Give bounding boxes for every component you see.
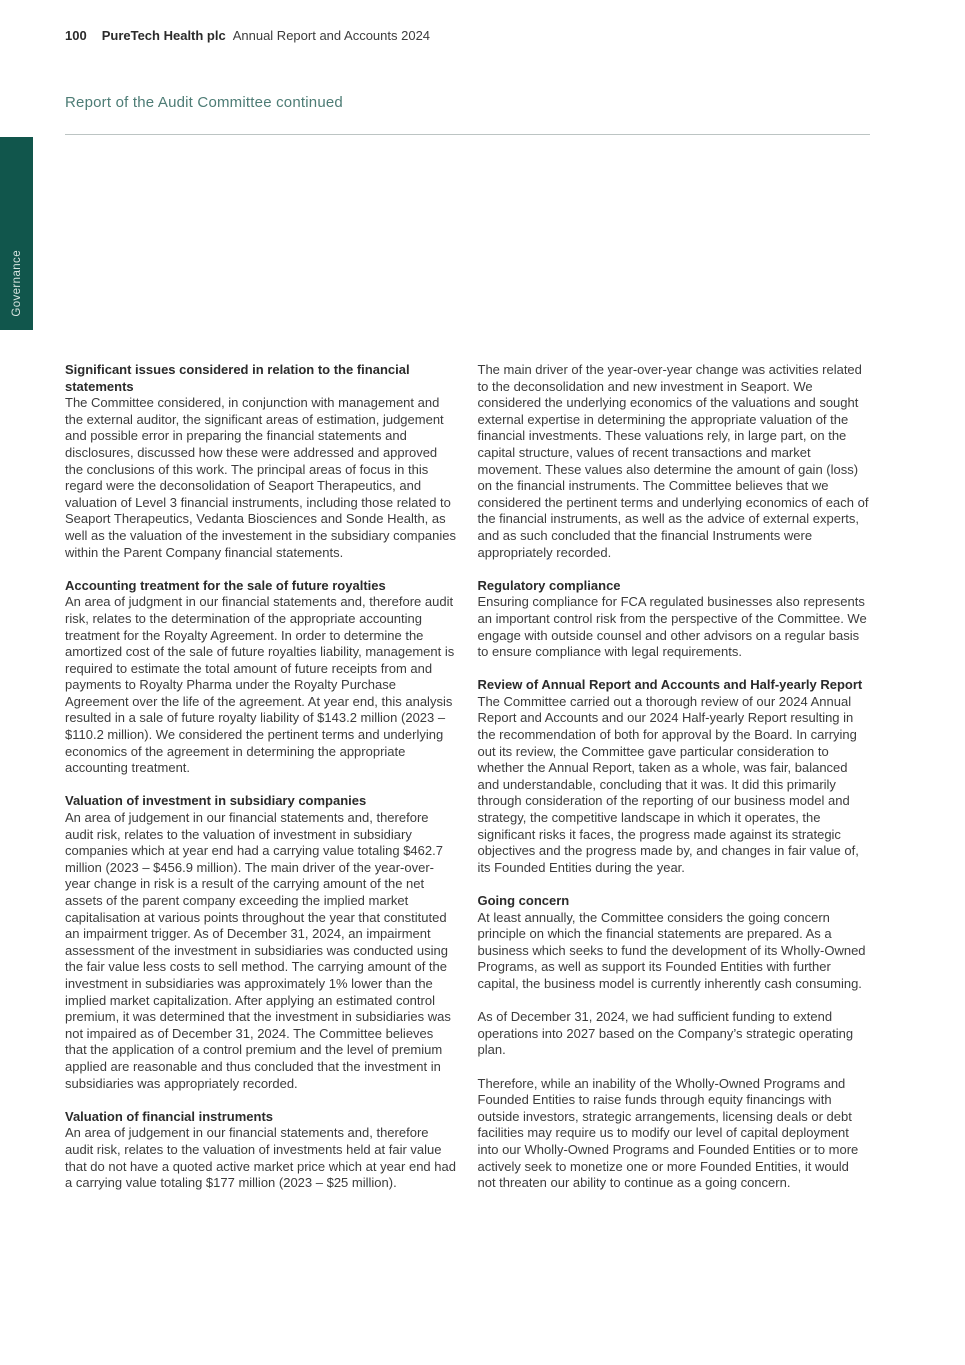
paragraph: As of December 31, 2024, we had sufficient funding to extend operations into 2027 based on the Company’s strategic operating plan.: [477, 1009, 854, 1058]
page-number: 100: [65, 28, 87, 43]
section-going-concern: [478, 893, 871, 1192]
section-valuation-financial-instruments: [65, 1109, 458, 1192]
paragraph: Therefore, while an inability of the Wholly-Owned Programs and Founded Entities to raise funds through equity financings with outside investors, strategic arrangements, licensing deals or debt facilities may require us to modify our level of capital deployment into our Wholly-Owned Programs and Founded Entities or to more actively seek to monetize one or more Founded Entities, it would not threaten our ability to continue as a going concern.: [477, 1075, 859, 1191]
section-financial-instruments-continued: [478, 362, 871, 561]
section-regulatory-compliance: [478, 578, 871, 661]
governance-side-tab: [0, 137, 33, 330]
section-significant-issues: [65, 362, 458, 561]
paragraph: An area of judgement in our financial statements and, therefore audit risk, relates to the valuation of investment in subsidiary companies which at year end had a carrying value totaling $462.7 million (2023 – $456.9 million). The main driver of the year-over-year change in risk is a result of the carrying amount of the net assets of the parent company exceeding the implied market capitalisation at various points throughout the year that constituted an impairment trigger. As of December 31, 2024, an impairment assessment of the investment in subsidiaries was conducted using the fair value less costs to sell method. The carrying amount of the investment in subsidiaries was approximately 1% lower than the implied market capitalization. After applying an estimated control premium, it was determined that the investment in subsidiaries was not impaired as of December 31, 2024. The Committee believes that the application of a control premium and the level of premium applied are reasonable and thus concluded that the investment in subsidiaries was appropriately recorded.: [65, 810, 451, 1091]
section-heading: Regulatory compliance: [477, 577, 621, 593]
content-columns: [65, 362, 870, 1192]
document-header: [65, 28, 430, 44]
paragraph: An area of judgement in our financial statements and, therefore audit risk, relates to the valuation of investments held at fair value that do not have a quoted active market price which at year end had a carrying value totaling $177 million (2023 – $25 million).: [65, 1125, 456, 1191]
section-valuation-subsidiaries: [65, 793, 458, 1092]
section-heading: Valuation of investment in subsidiary companies: [65, 793, 367, 809]
section-heading: Valuation of financial instruments: [65, 1108, 274, 1124]
paragraph: The Committee considered, in conjunction with management and the external auditor, the significant areas of estimation, judgement and possible error in preparing the financial statements and disclosures, discussed how these were addressed and approved the conclusions of this work. The principal areas of focus in this regard were the deconsolidation of Seaport Therapeutics, and valuation of Level 3 financial instruments, including those related to Seaport Therapeutics, Vedanta Biosciences and Sonde Health, as well as the valuation of the investement in the subsidiary companies within the Parent Company financial statements.: [65, 395, 456, 560]
report-title: Annual Report and Accounts 2024: [232, 28, 431, 43]
paragraph: The main driver of the year-over-year change was activities related to the deconsolidation and new investment in Seaport. We considered the underlying economics of the valuations and sought external expertise in determining the appropriate valuation of the financial investments. These valuations rely, in large part, on the capital structure, values of recent transactions and market movement. These values also determine the amount of gain (loss) on the financial instruments. The Committee believes that we considered the pertinent terms and underlying economics of each of the financial instruments, as well as the advice of external experts, and as such concluded that the financial Instruments were appropriately recorded.: [477, 362, 869, 560]
section-review-annual-report: [478, 677, 871, 876]
paragraph: Ensuring compliance for FCA regulated businesses also represents an important control risk from the perspective of the Committee. We engage with outside counsel and other advisors on a regular basis to ensure compliance with legal requirements.: [477, 594, 867, 660]
section-heading: Accounting treatment for the sale of future royalties: [65, 577, 386, 593]
right-column: [478, 362, 871, 1192]
paragraph: The Committee carried out a thorough review of our 2024 Annual Report and Accounts and our 2024 Half-yearly Report resulting in the recommendation of both for approval by the Board. In carrying out its review, the Committee gave particular consideration to whether the Annual Report, taken as a whole, was fair, balanced and understandable, concluding that it was. It did this primarily through consideration of the reporting of our business model and strategy, the competitive landscape in which it operates, the significant risks it faces, the progress made against its strategic objectives and the progress made by, and changes in fair value of, its Founded Entities during the year.: [477, 693, 859, 875]
left-column: [65, 362, 458, 1192]
section-accounting-treatment: [65, 578, 458, 777]
side-tab-label: Governance: [10, 250, 23, 317]
page-title: Report of the Audit Committee continued: [65, 94, 343, 111]
section-heading: Going concern: [477, 893, 570, 908]
paragraph: At least annually, the Committee considers the going concern principle on which the financial statements are prepared. As a business which seeks to fund the development of its Wholly-Owned Programs, as well as support its Founded Entities with further capital, the business model is currently inherently cash consuming.: [477, 909, 866, 991]
header-rule: [65, 134, 870, 135]
paragraph: An area of judgment in our financial statements and, therefore audit risk, relates to the determination of the appropriate accounting treatment for the Royalty Agreement. In order to determine the amortized cost of the sale of future royalties liability, management is required to estimate the total amount of future receipts from and payments to Royalty Pharma under the Royalty Purchase Agreement over the life of the agreement. At year end, this analysis resulted in a sale of future royalty liability of $143.2 million (2023 – $110.2 million). We considered the pertinent terms and underlying economics of the agreement in determining the appropriate accounting treatment.: [65, 594, 455, 776]
section-heading: Review of Annual Report and Accounts and Half-yearly Report: [477, 677, 863, 693]
company-name: PureTech Health plc: [101, 28, 226, 43]
section-heading: Significant issues considered in relation to the financial statements: [65, 362, 410, 394]
